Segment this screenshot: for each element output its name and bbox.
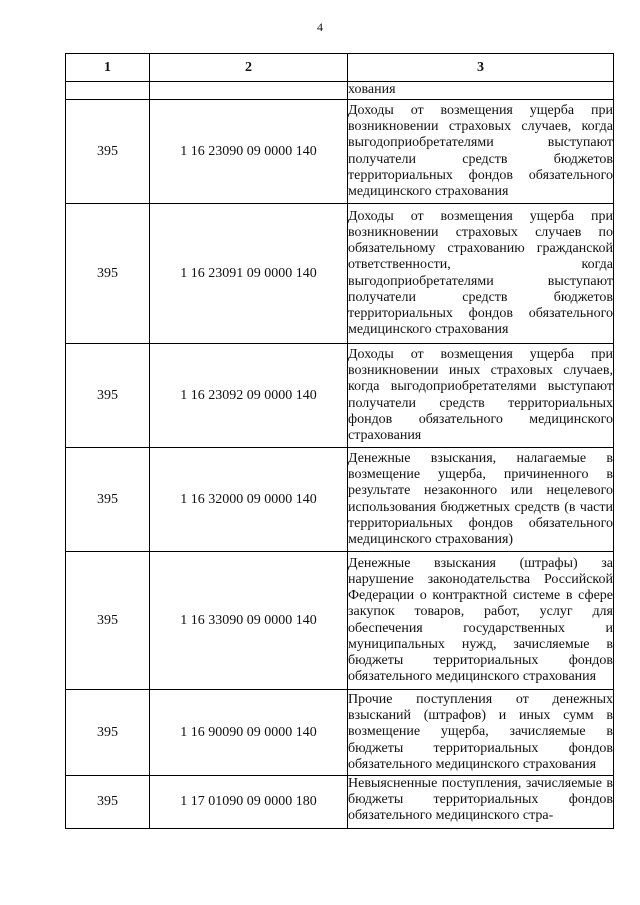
description-cell: Доходы от возмещения ущерба при возникновении иных страховых случаев, когда выгодоприобретателями выступают получатели средств территориальных фондов обязательного медицинского страхования <box>348 344 614 448</box>
table-row <box>66 204 614 344</box>
description-cell: Прочие поступления от денежных взысканий (штрафов) и иных сумм в возмещение ущерба, зачисляемые в бюджеты территориальных фондов обязательного медицинского страхования <box>348 690 614 776</box>
num-cell <box>66 82 150 100</box>
num-cell: 395 <box>66 776 150 829</box>
table-row <box>66 776 614 829</box>
table-row <box>66 552 614 690</box>
revenue-classification-table <box>65 53 614 829</box>
table-row <box>66 448 614 552</box>
num-cell: 395 <box>66 344 150 448</box>
description-text: Невыясненные поступления, зачисляемые в бюджеты территориальных фондов обязательного медицинского стра- <box>348 776 613 824</box>
column-header-2: 2 <box>150 54 348 82</box>
description-cell: хования <box>348 82 614 100</box>
table-row-continuation <box>66 82 614 100</box>
code-cell: 1 16 23091 09 0000 140 <box>150 204 348 344</box>
table-row <box>66 344 614 448</box>
num-cell: 395 <box>66 552 150 690</box>
code-cell: 1 16 90090 09 0000 140 <box>150 690 348 776</box>
description-cell: Доходы от возмещения ущерба при возникновении страховых случаев, когда выгодоприобретателями выступают получатели средств бюджетов территориальных фондов обязательного медицинского страхования <box>348 100 614 204</box>
num-cell: 395 <box>66 100 150 204</box>
table-row <box>66 100 614 204</box>
table-row <box>66 690 614 776</box>
num-cell: 395 <box>66 690 150 776</box>
page-number: 4 <box>317 20 323 34</box>
num-cell: 395 <box>66 204 150 344</box>
code-cell <box>150 82 348 100</box>
code-cell: 1 16 23092 09 0000 140 <box>150 344 348 448</box>
description-cell: Денежные взыскания (штрафы) за нарушение законодательства Российской Федерации о контрактной системе в сфере закупок товаров, работ, услуг для обеспечения государственных и муниципальных нужд, зачисляемые в бюджеты территориальных фондов обязательного медицинского страхования <box>348 552 614 690</box>
code-cell: 1 17 01090 09 0000 180 <box>150 776 348 829</box>
code-cell: 1 16 23090 09 0000 140 <box>150 100 348 204</box>
description-cell <box>348 776 614 829</box>
num-cell: 395 <box>66 448 150 552</box>
code-cell: 1 16 32000 09 0000 140 <box>150 448 348 552</box>
description-cell: Денежные взыскания, налагаемые в возмещение ущерба, причиненного в результате незаконного или нецелевого использования бюджетных средств (в части территориальных фондов обязательного медицинского страхования) <box>348 448 614 552</box>
table-header-row <box>66 54 614 82</box>
code-cell: 1 16 33090 09 0000 140 <box>150 552 348 690</box>
column-header-1: 1 <box>66 54 150 82</box>
description-cell: Доходы от возмещения ущерба при возникновении страховых случаев по обязательному страхованию гражданской ответственности, когда выгодоприобретателями выступают получатели средств бюджетов территориальных фондов обязательного медицинского страхования <box>348 204 614 344</box>
column-header-3: 3 <box>348 54 614 82</box>
